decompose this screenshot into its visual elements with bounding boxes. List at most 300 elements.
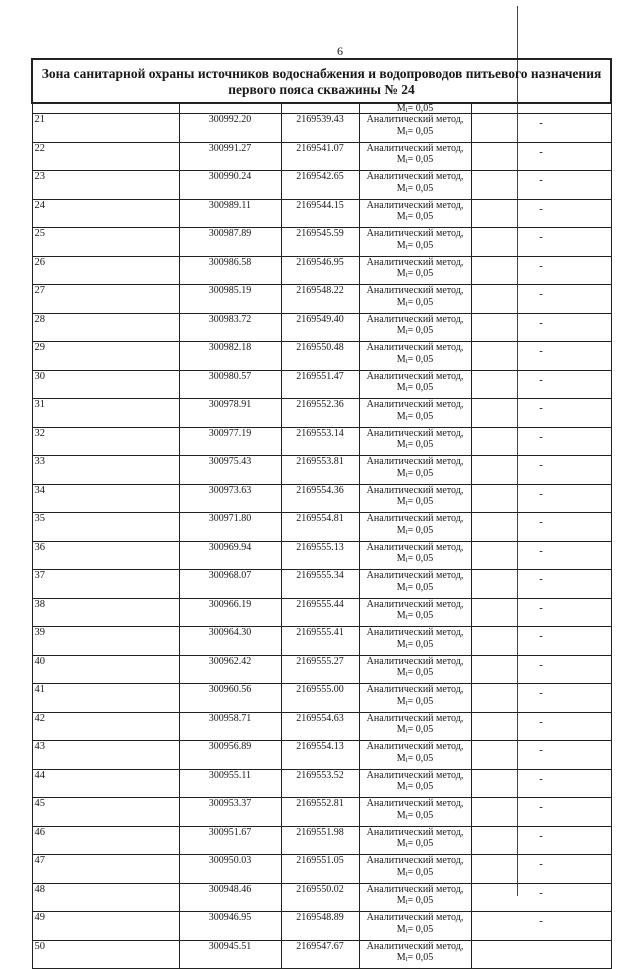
table-row bbox=[32, 541, 611, 570]
cell-y: 2169555.41 bbox=[281, 627, 359, 656]
cell-number: 23 bbox=[32, 171, 179, 200]
cell-y: 2169553.81 bbox=[281, 456, 359, 485]
accuracy-sub: t bbox=[405, 242, 408, 251]
method-label: Аналитический метод, bbox=[366, 114, 464, 125]
accuracy-line bbox=[360, 667, 471, 679]
table-row bbox=[32, 912, 611, 941]
accuracy-line bbox=[360, 297, 471, 309]
cell-method bbox=[359, 399, 471, 428]
accuracy-value: = 0,05 bbox=[407, 581, 434, 593]
accuracy-prefix: M bbox=[396, 923, 406, 935]
accuracy-value: = 0,05 bbox=[407, 895, 434, 906]
method-label: Аналитический метод, bbox=[366, 142, 464, 154]
cell-number: 33 bbox=[32, 456, 179, 485]
method-label: Аналитический метод, bbox=[366, 399, 464, 410]
table-row bbox=[32, 114, 611, 143]
cell-x: 300966.19 bbox=[179, 598, 281, 627]
cell-x: 300982.18 bbox=[179, 342, 281, 371]
cell-extra: - bbox=[471, 741, 611, 770]
table-row bbox=[32, 855, 611, 884]
cell-x: 300992.20 bbox=[179, 114, 281, 143]
accuracy-prefix: M bbox=[396, 610, 406, 621]
accuracy-value: = 0,05 bbox=[407, 952, 434, 963]
accuracy-sub: t bbox=[405, 812, 408, 821]
cell-method bbox=[359, 741, 471, 770]
accuracy-prefix: M bbox=[396, 211, 406, 222]
accuracy-sub: t bbox=[405, 898, 408, 906]
accuracy-line bbox=[360, 411, 471, 423]
cell-number: 24 bbox=[32, 199, 179, 228]
cell-y: 2169550.48 bbox=[281, 342, 359, 371]
table-row bbox=[32, 285, 611, 314]
cell-y: 2169555.34 bbox=[281, 570, 359, 599]
table-row bbox=[32, 199, 611, 228]
cell-y: 2169541.07 bbox=[281, 142, 359, 171]
method-label: Аналитический метод, bbox=[366, 370, 464, 382]
accuracy-sub: t bbox=[405, 613, 408, 621]
accuracy-line bbox=[360, 439, 471, 451]
cell-extra bbox=[471, 103, 611, 114]
page-number: 6 bbox=[337, 44, 343, 58]
cell-x: 300980.57 bbox=[179, 370, 281, 399]
accuracy-value: = 0,05 bbox=[407, 752, 434, 764]
method-label: Аналитический метод, bbox=[366, 712, 464, 724]
cell-y: 2169547.67 bbox=[281, 940, 359, 969]
accuracy-value: = 0,05 bbox=[407, 353, 434, 365]
cell-method bbox=[359, 456, 471, 485]
cell-number: 43 bbox=[32, 741, 179, 770]
table-row bbox=[32, 684, 611, 713]
cell-extra: - bbox=[471, 627, 611, 656]
accuracy-prefix: M bbox=[396, 667, 406, 678]
table-row bbox=[32, 883, 611, 912]
cell-extra: - bbox=[471, 342, 611, 371]
accuracy-line bbox=[360, 867, 471, 879]
cell-extra: - bbox=[471, 456, 611, 485]
cell-x: 300956.89 bbox=[179, 741, 281, 770]
cell-number: 49 bbox=[32, 912, 179, 941]
cell-method bbox=[359, 541, 471, 570]
cell-x: 300955.11 bbox=[179, 769, 281, 798]
accuracy-value: = 0,05 bbox=[407, 524, 434, 536]
cell-method bbox=[359, 142, 471, 171]
cell-y: 2169554.36 bbox=[281, 484, 359, 513]
cell-y bbox=[281, 103, 359, 114]
cell-extra: - bbox=[471, 712, 611, 741]
accuracy-value: = 0,05 bbox=[407, 496, 434, 507]
cell-y: 2169546.95 bbox=[281, 256, 359, 285]
cell-method bbox=[359, 627, 471, 656]
cell-x: 300948.46 bbox=[179, 883, 281, 912]
cell-x: 300973.63 bbox=[179, 484, 281, 513]
cell-y: 2169539.43 bbox=[281, 114, 359, 143]
method-label: Аналитический метод, bbox=[366, 798, 464, 809]
accuracy-sub: t bbox=[405, 755, 408, 764]
accuracy-prefix: M bbox=[396, 410, 406, 422]
table-row bbox=[32, 655, 611, 684]
cell-y: 2169548.22 bbox=[281, 285, 359, 314]
table-row bbox=[32, 228, 611, 257]
table-row bbox=[32, 741, 611, 770]
table-row bbox=[32, 798, 611, 827]
cell-number: 50 bbox=[32, 940, 179, 969]
accuracy-value: = 0,05 bbox=[407, 866, 434, 878]
accuracy-prefix: M bbox=[396, 895, 406, 906]
cell-x: 300946.95 bbox=[179, 912, 281, 941]
cell-number: 45 bbox=[32, 798, 179, 827]
cell-extra: - bbox=[471, 826, 611, 855]
method-label: Аналитический метод, bbox=[366, 655, 464, 667]
accuracy-prefix: M bbox=[396, 724, 406, 735]
cell-number: 38 bbox=[32, 598, 179, 627]
table-row bbox=[32, 570, 611, 599]
cell-extra: - bbox=[471, 228, 611, 257]
accuracy-sub: t bbox=[405, 470, 408, 479]
accuracy-prefix: M bbox=[396, 866, 406, 878]
accuracy-value: = 0,05 bbox=[407, 182, 434, 194]
cell-method bbox=[359, 103, 471, 114]
cell-method bbox=[359, 313, 471, 342]
cell-y: 2169552.36 bbox=[281, 399, 359, 428]
cell-extra: - bbox=[471, 313, 611, 342]
cell-method bbox=[359, 427, 471, 456]
cell-y: 2169553.14 bbox=[281, 427, 359, 456]
cell-x: 300975.43 bbox=[179, 456, 281, 485]
cell-extra: - bbox=[471, 114, 611, 143]
cell-x: 300983.72 bbox=[179, 313, 281, 342]
accuracy-sub: t bbox=[405, 727, 408, 735]
cell-y: 2169554.13 bbox=[281, 741, 359, 770]
accuracy-line bbox=[360, 810, 471, 822]
method-label: Аналитический метод, bbox=[366, 513, 464, 524]
accuracy-value: = 0,05 bbox=[407, 724, 434, 735]
table-row bbox=[32, 370, 611, 399]
title-row bbox=[32, 59, 611, 103]
cell-method bbox=[359, 912, 471, 941]
accuracy-value: = 0,05 bbox=[407, 125, 434, 137]
cell-number: 26 bbox=[32, 256, 179, 285]
table-row-continuation bbox=[32, 103, 611, 114]
cell-number: 21 bbox=[32, 114, 179, 143]
accuracy-sub: t bbox=[405, 841, 408, 849]
cell-method bbox=[359, 114, 471, 143]
cell-extra: - bbox=[471, 370, 611, 399]
cell-x: 300987.89 bbox=[179, 228, 281, 257]
cell-method bbox=[359, 826, 471, 855]
cell-extra: - bbox=[471, 256, 611, 285]
accuracy-value: = 0,05 bbox=[407, 410, 434, 422]
accuracy-sub: t bbox=[405, 106, 408, 114]
accuracy-prefix: M bbox=[396, 182, 406, 194]
accuracy-line bbox=[360, 724, 471, 736]
cell-extra: - bbox=[471, 484, 611, 513]
cell-x: 300958.71 bbox=[179, 712, 281, 741]
accuracy-value: = 0,05 bbox=[407, 638, 434, 650]
title-line-2: первого пояса скважины № 24 bbox=[228, 82, 415, 97]
cell-x bbox=[179, 103, 281, 114]
cell-extra: - bbox=[471, 570, 611, 599]
accuracy-line bbox=[360, 382, 471, 394]
accuracy-line bbox=[360, 838, 471, 850]
cell-method bbox=[359, 370, 471, 399]
cell-extra bbox=[471, 940, 611, 969]
accuracy-prefix: M bbox=[396, 239, 406, 251]
accuracy-value: = 0,05 bbox=[407, 467, 434, 479]
cell-number: 30 bbox=[32, 370, 179, 399]
accuracy-sub: t bbox=[405, 328, 408, 336]
cell-number: 41 bbox=[32, 684, 179, 713]
cell-y: 2169555.13 bbox=[281, 541, 359, 570]
table-row bbox=[32, 427, 611, 456]
cell-extra: - bbox=[471, 655, 611, 684]
cell-number: 44 bbox=[32, 769, 179, 798]
cell-extra: - bbox=[471, 513, 611, 542]
cell-method bbox=[359, 940, 471, 969]
cell-x: 300986.58 bbox=[179, 256, 281, 285]
cell-extra: - bbox=[471, 541, 611, 570]
cell-number: 36 bbox=[32, 541, 179, 570]
accuracy-sub: t bbox=[405, 185, 408, 194]
cell-extra: - bbox=[471, 855, 611, 884]
cell-number: 31 bbox=[32, 399, 179, 428]
accuracy-prefix: M bbox=[396, 524, 406, 536]
table-row bbox=[32, 627, 611, 656]
table-row bbox=[32, 399, 611, 428]
accuracy-sub: t bbox=[405, 356, 408, 365]
cell-method bbox=[359, 655, 471, 684]
cell-method bbox=[359, 256, 471, 285]
title-line-1: Зона санитарной охраны источников водоснабжения и водопроводов питьевого назначения bbox=[41, 66, 602, 81]
cell-number: 37 bbox=[32, 570, 179, 599]
cell-method bbox=[359, 798, 471, 827]
accuracy-prefix: M bbox=[396, 809, 406, 821]
table-row bbox=[32, 712, 611, 741]
accuracy-line bbox=[360, 924, 471, 936]
cell-number: 35 bbox=[32, 513, 179, 542]
cell-y: 2169542.65 bbox=[281, 171, 359, 200]
cell-y: 2169545.59 bbox=[281, 228, 359, 257]
accuracy-sub: t bbox=[405, 784, 408, 792]
cell-number: 28 bbox=[32, 313, 179, 342]
accuracy-value: = 0,05 bbox=[407, 923, 434, 935]
cell-y: 2169551.47 bbox=[281, 370, 359, 399]
accuracy-line bbox=[360, 582, 471, 594]
accuracy-prefix: M bbox=[396, 638, 406, 650]
accuracy-sub: t bbox=[405, 926, 408, 935]
cell-method bbox=[359, 285, 471, 314]
accuracy-prefix: M bbox=[396, 467, 406, 479]
method-label: Аналитический метод, bbox=[366, 228, 464, 239]
table-row bbox=[32, 313, 611, 342]
cell-method bbox=[359, 228, 471, 257]
table-row bbox=[32, 598, 611, 627]
accuracy-line bbox=[360, 553, 471, 565]
accuracy-line bbox=[360, 354, 471, 366]
cell-number: 40 bbox=[32, 655, 179, 684]
accuracy-prefix: M bbox=[396, 695, 406, 707]
accuracy-sub: t bbox=[405, 670, 408, 678]
cell-method bbox=[359, 684, 471, 713]
accuracy-sub: t bbox=[405, 584, 408, 593]
accuracy-sub: t bbox=[405, 869, 408, 878]
table-row bbox=[32, 769, 611, 798]
method-label: Аналитический метод, bbox=[366, 940, 464, 952]
method-label: Аналитический метод, bbox=[366, 598, 464, 610]
accuracy-value: = 0,05 bbox=[407, 838, 434, 849]
accuracy-prefix: M bbox=[396, 952, 406, 963]
cell-number: 25 bbox=[32, 228, 179, 257]
cell-method bbox=[359, 342, 471, 371]
method-label: Аналитический метод, bbox=[366, 484, 464, 496]
cell-y: 2169555.44 bbox=[281, 598, 359, 627]
cell-x: 300991.27 bbox=[179, 142, 281, 171]
accuracy-prefix: M bbox=[396, 553, 406, 564]
accuracy-sub: t bbox=[405, 385, 408, 393]
method-label: Аналитический метод, bbox=[366, 171, 464, 182]
accuracy-line bbox=[360, 240, 471, 252]
cell-extra: - bbox=[471, 883, 611, 912]
accuracy-prefix: M bbox=[396, 125, 406, 137]
cell-x: 300971.80 bbox=[179, 513, 281, 542]
accuracy-prefix: M bbox=[396, 439, 406, 450]
cell-number: 27 bbox=[32, 285, 179, 314]
method-label: Аналитический метод, bbox=[366, 256, 464, 268]
method-label: Аналитический метод, bbox=[366, 456, 464, 467]
accuracy-value: = 0,05 bbox=[407, 296, 434, 308]
cell-x: 300951.67 bbox=[179, 826, 281, 855]
accuracy-line bbox=[360, 211, 471, 223]
cell-number bbox=[32, 103, 179, 114]
cell-number: 46 bbox=[32, 826, 179, 855]
accuracy-value: = 0,05 bbox=[407, 268, 434, 279]
table-row bbox=[32, 940, 611, 969]
method-label: Аналитический метод, bbox=[366, 285, 464, 296]
accuracy-sub: t bbox=[405, 641, 408, 650]
accuracy-line bbox=[360, 639, 471, 651]
accuracy-prefix: M bbox=[396, 154, 406, 165]
cell-y: 2169555.27 bbox=[281, 655, 359, 684]
accuracy-prefix: M bbox=[396, 752, 406, 764]
accuracy-line bbox=[360, 268, 471, 280]
cell-x: 300945.51 bbox=[179, 940, 281, 969]
cell-y: 2169544.15 bbox=[281, 199, 359, 228]
table-title bbox=[32, 59, 611, 103]
cell-extra: - bbox=[471, 399, 611, 428]
accuracy-prefix: M bbox=[396, 268, 406, 279]
accuracy-value: = 0,05 bbox=[407, 382, 434, 393]
table-row bbox=[32, 484, 611, 513]
cell-x: 300978.91 bbox=[179, 399, 281, 428]
accuracy-prefix: M bbox=[396, 325, 406, 336]
cell-number: 29 bbox=[32, 342, 179, 371]
cell-number: 22 bbox=[32, 142, 179, 171]
cell-method bbox=[359, 883, 471, 912]
cell-x: 300962.42 bbox=[179, 655, 281, 684]
method-label: Аналитический метод, bbox=[366, 883, 464, 895]
accuracy-value: = 0,05 bbox=[407, 695, 434, 707]
cell-extra: - bbox=[471, 769, 611, 798]
cell-y: 2169550.02 bbox=[281, 883, 359, 912]
accuracy-prefix: M bbox=[396, 781, 406, 792]
cell-x: 300953.37 bbox=[179, 798, 281, 827]
cell-extra: - bbox=[471, 427, 611, 456]
cell-y: 2169555.00 bbox=[281, 684, 359, 713]
cell-y: 2169552.81 bbox=[281, 798, 359, 827]
cell-x: 300964.30 bbox=[179, 627, 281, 656]
accuracy-sub: t bbox=[405, 413, 408, 422]
cell-x: 300968.07 bbox=[179, 570, 281, 599]
cell-x: 300985.19 bbox=[179, 285, 281, 314]
method-label: Аналитический метод, bbox=[366, 741, 464, 752]
cell-y: 2169549.40 bbox=[281, 313, 359, 342]
accuracy-sub: t bbox=[405, 214, 408, 222]
accuracy-sub: t bbox=[405, 955, 408, 963]
cell-x: 300950.03 bbox=[179, 855, 281, 884]
cell-x: 300977.19 bbox=[179, 427, 281, 456]
accuracy-line bbox=[360, 154, 471, 166]
table-row bbox=[32, 142, 611, 171]
accuracy-value: = 0,05 bbox=[407, 553, 434, 564]
method-label: Аналитический метод, bbox=[366, 427, 464, 439]
accuracy-prefix: M bbox=[396, 103, 406, 114]
cell-y: 2169553.52 bbox=[281, 769, 359, 798]
accuracy-sub: t bbox=[405, 299, 408, 308]
accuracy-prefix: M bbox=[396, 581, 406, 593]
accuracy-line bbox=[360, 525, 471, 537]
cell-extra: - bbox=[471, 142, 611, 171]
accuracy-line bbox=[360, 610, 471, 622]
accuracy-value: = 0,05 bbox=[407, 809, 434, 821]
cell-number: 48 bbox=[32, 883, 179, 912]
accuracy-sub: t bbox=[405, 499, 408, 507]
method-label: Аналитический метод, bbox=[366, 199, 464, 211]
cell-y: 2169551.05 bbox=[281, 855, 359, 884]
table-row bbox=[32, 456, 611, 485]
method-label: Аналитический метод, bbox=[366, 855, 464, 866]
coordinates-table bbox=[31, 58, 612, 969]
accuracy-value: = 0,05 bbox=[407, 154, 434, 165]
cell-method bbox=[359, 855, 471, 884]
cell-extra: - bbox=[471, 171, 611, 200]
accuracy-sub: t bbox=[405, 698, 408, 707]
cell-y: 2169554.81 bbox=[281, 513, 359, 542]
accuracy-value: = 0,05 bbox=[407, 610, 434, 621]
method-label: Аналитический метод, bbox=[366, 342, 464, 353]
accuracy-line bbox=[360, 496, 471, 508]
cell-method bbox=[359, 598, 471, 627]
accuracy-line bbox=[360, 781, 471, 793]
accuracy-line bbox=[360, 325, 471, 337]
accuracy-sub: t bbox=[405, 527, 408, 536]
accuracy-value: = 0,05 bbox=[407, 211, 434, 222]
cell-method bbox=[359, 570, 471, 599]
accuracy-line bbox=[360, 126, 471, 138]
cell-x: 300969.94 bbox=[179, 541, 281, 570]
accuracy-prefix: M bbox=[396, 496, 406, 507]
table-row bbox=[32, 826, 611, 855]
accuracy-line bbox=[360, 468, 471, 480]
accuracy-sub: t bbox=[405, 556, 408, 564]
cell-number: 32 bbox=[32, 427, 179, 456]
cell-extra: - bbox=[471, 684, 611, 713]
cell-method bbox=[359, 171, 471, 200]
accuracy-sub: t bbox=[405, 157, 408, 165]
cell-extra: - bbox=[471, 199, 611, 228]
cell-number: 34 bbox=[32, 484, 179, 513]
cell-method bbox=[359, 484, 471, 513]
accuracy-value: = 0,05 bbox=[407, 439, 434, 450]
cell-method bbox=[359, 513, 471, 542]
